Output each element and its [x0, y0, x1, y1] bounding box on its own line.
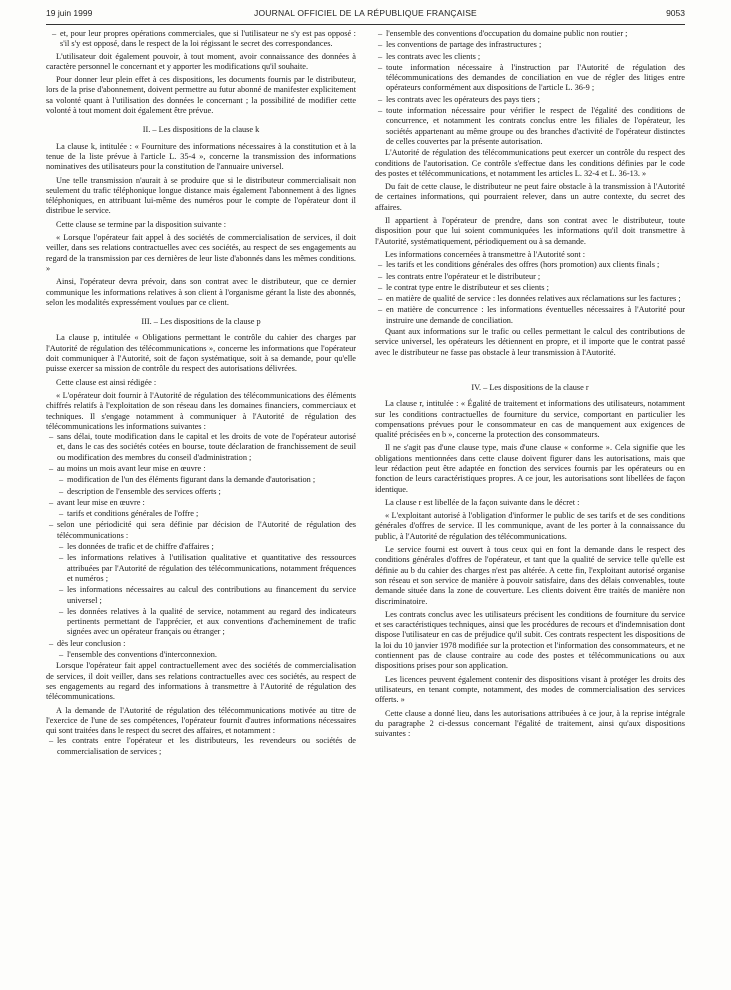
sub-list-item: – modification de l'un des éléments figurant dans la demande d'autorisation ; [46, 475, 356, 485]
section-heading: II. – Les dispositions de la clause k [142, 125, 260, 135]
paragraph: La clause r, intitulée : « Égalité de traitement et informations des utilisateurs, notamment sur les conditions contractuelles de fourniture du service, comportant en particulier les compensations prévues pour le consommateur en cas de manquement aux exigences de qualité précisées en b », concerne la protection des consommateurs. [375, 399, 685, 440]
paragraph: A la demande de l'Autorité de régulation des télécommunications motivée au titre de l'exercice de l'une de ses compétences, l'opérateur fournit d'autres informations nécessaires qui sont traitées dans le respect du secret des affaires, et notamment : [46, 705, 356, 736]
paragraph: La clause k, intitulée : « Fourniture des informations nécessaires à la constitution et à la tenue de la liste prévue à l'article L. 35-4 », concerne la transmission des informations nominatives des utilisateurs pour la constitution de l'annuaire universel. [46, 141, 356, 172]
paragraph: Les contrats conclus avec les utilisateurs précisent les conditions de fourniture du service et ses caractéristiques techniques, ainsi que les procédures de recours et d'indemnisation dont dispose l'utilisateur en cas de préjudice qu'il subit. Ces contrats respectent les dispositions de la loi du 10 janvier 1978 modifiée sur la protection et l'information des consommateurs, et ne contiennent pas de clause contraire au code des postes et télécommunications ou aux dispositions prises pour son application. [375, 609, 685, 671]
list-item: – en matière de qualité de service : les données relatives aux réclamations sur les factures ; [375, 294, 685, 304]
right-column [375, 29, 685, 739]
paragraph: L'Autorité de régulation des télécommunications peut exercer un contrôle du respect des conditions de l'autorisation. Ce contrôle s'effectue dans les conditions définies par le code des postes et télécommunications, et notamment les articles L. 32-4 et L. 36-13. » [375, 148, 685, 178]
sub-list-item: – les informations relatives à l'utilisation qualitative et quantitative des ressources attribuées par l'Autorité de régulation des télécommunications, notamment fréquences et numéros ; [46, 553, 356, 584]
header-date: 19 juin 1999 [46, 8, 93, 18]
section-heading: III. – Les dispositions de la clause p [141, 317, 261, 327]
paragraph: Les informations concernées à transmettre à l'Autorité sont : [385, 249, 586, 259]
list-item: – les contrats avec les opérateurs des pays tiers ; [375, 95, 685, 105]
list-item: – l'ensemble des conventions d'occupation du domaine public non routier ; [375, 29, 685, 39]
list-item: – dès leur conclusion : [46, 639, 356, 649]
sub-list-item: – tarifs et conditions générales de l'offre ; [46, 509, 356, 519]
left-column [46, 29, 356, 758]
list-item: – les contrats entre l'opérateur et le distributeur ; [375, 272, 685, 282]
paragraph: Pour donner leur plein effet à ces dispositions, les documents fournis par le distributeur, lors de la prise d'abonnement, doivent permettre au futur abonné de manifester explicitement sa volonté quant à l'utilisation des données le concernant ; la possibilité de modifier cette volonté à tout moment doit également être prévue. [46, 75, 356, 116]
sub-list-item: – les données de trafic et de chiffre d'affaires ; [46, 542, 356, 552]
paragraph: Les licences peuvent également contenir des dispositions visant à protéger les droits des utilisateurs, en tenant compte, notamment, des modes de commercialisation des services offerts. » [375, 674, 685, 705]
paragraph: « Lorsque l'opérateur fait appel à des sociétés de commercialisation de services, il doit veiller, dans ses relations contractuelles avec ces sociétés, au respect de ses engagements au regard de la transmission par ces dernières de leur liste d'abonnés dans les mêmes conditions. » [46, 233, 356, 273]
list-item: – au moins un mois avant leur mise en œuvre : [46, 464, 356, 474]
paragraph: Il ne s'agit pas d'une clause type, mais d'une clause « conforme ». Cela signifie que les obligations mentionnées dans cette clause doivent figurer dans les autorisations, mais que leur rédaction peut être adaptée en fonction des services fournis par les opérateurs ou en fonction de leurs caractéristiques propres. A ce jour, les autorisations sont libellées de façon identique. [375, 443, 685, 494]
paragraph: La clause p, intitulée « Obligations permettant le contrôle du cahier des charges par l'Autorité de régulation des télécommunications », concerne les informations que l'opérateur doit communiquer à l'Autorité, soit de façon systématique, soit à sa demande, pour qu'elle puisse exercer sa mission de contrôle du respect des autorisations délivrées. [46, 333, 356, 374]
list-item: – avant leur mise en œuvre : [46, 498, 356, 508]
list-item: – toute information nécessaire à l'instruction par l'Autorité de régulation des télécommunications des demandes de conciliation en vue de régler des litiges entre opérateurs conformément aux dispositions de l'article L. 36-9 ; [375, 63, 685, 94]
paragraph: « L'exploitant autorisé à l'obligation d'informer le public de ses tarifs et de ses conditions générales d'offres de service. Il les communique, avant de les porter à la connaissance du public, à l'Autorité de régulation des télécommunications. [375, 511, 685, 541]
section-heading: IV. – Les dispositions de la clause r [471, 382, 589, 392]
paragraph: Cette clause se termine par la disposition suivante : [56, 219, 227, 229]
paragraph: La clause r est libellée de la façon suivante dans le décret : [385, 497, 580, 507]
header-rule [46, 24, 685, 25]
list-item: – selon une périodicité qui sera définie par décision de l'Autorité de régulation des télécommunications : [46, 520, 356, 541]
paragraph: Le service fourni est ouvert à tous ceux qui en font la demande dans le respect des conditions générales d'offres de l'opérateur, et tant que la qualité de service telle qu'elle est définie au b du cahier des charges n'est pas altérée. A cette fin, l'exploitant autorisé organise son réseau et son service de manière à pouvoir satisfaire, dans des délais convenables, toute demande située dans la zone de couverture. Les clients doivent être traités de manière non discriminatoire. [375, 545, 685, 606]
paragraph: Du fait de cette clause, le distributeur ne peut faire obstacle à la transmission à l'Autorité de certaines informations, qui pourraient relever, dans un autre contexte, du secret des affaires. [375, 182, 685, 212]
list-item: – les contrats entre l'opérateur et les distributeurs, les revendeurs ou sociétés de commercialisation de services ; [46, 736, 356, 757]
list-item: – et, pour leur propres opérations commerciales, que si l'utilisateur ne s'y est pas opposé : s'il s'y est opposé, dans le respect de la loi régissant le secret des correspondances. [46, 29, 356, 50]
list-item: – les tarifs et les conditions générales des offres (hors promotion) aux clients finals ; [375, 260, 685, 270]
list-item: – le contrat type entre le distributeur et ses clients ; [375, 283, 685, 293]
paragraph: Quant aux informations sur le trafic ou celles permettant le calcul des contributions de service universel, les opérateurs les détiennent en propre, et il importe que le contrat passé avec le distributeur ne fasse pas obstacle à leur transmission à l'Autorité. [375, 327, 685, 357]
sub-list-item: – les informations nécessaires au calcul des contributions au financement du service universel ; [46, 585, 356, 606]
paragraph: Ainsi, l'opérateur devra prévoir, dans son contrat avec le distributeur, que ce dernier communique les informations relatives à son client à l'organisme gérant la liste des abonnés, selon les modalités expressément voulues par ce client. [46, 277, 356, 307]
paragraph: Cette clause est ainsi rédigée : [56, 377, 157, 387]
page-header [46, 8, 685, 22]
sub-list-item: – description de l'ensemble des services offerts ; [46, 487, 356, 497]
sub-list-item: – les données relatives à la qualité de service, notamment au regard des indicateurs pertinents permettant de l'apprécier, et aux conventions d'acheminement de trafic signées avec un opérateur français ou étranger ; [46, 607, 356, 638]
header-page-number: 9053 [666, 8, 685, 18]
paragraph: « L'opérateur doit fournir à l'Autorité de régulation des télécommunications des éléments chiffrés relatifs à l'exploitation de son réseau dans les domaines financiers, commerciaux et techniques. Il s'engage notamment à communiquer à l'Autorité de régulation des télécommunications les informations suivantes : [46, 390, 356, 431]
header-title: JOURNAL OFFICIEL DE LA RÉPUBLIQUE FRANÇAISE [254, 8, 477, 18]
paragraph: Il appartient à l'opérateur de prendre, dans son contrat avec le distributeur, toute disposition pour que lui soient communiquées les informations qu'il doit transmettre à l'Autorité, systématiquement, périodiquement ou à sa demande. [375, 216, 685, 246]
paragraph: Lorsque l'opérateur fait appel contractuellement avec des sociétés de commercialisation de services, il doit veiller, dans ses relations contractuelles avec ces sociétés, au respect de ses engagements au regard des informations à transmettre à l'Autorité de régulation des télécommunications. [46, 661, 356, 702]
list-item: – sans délai, toute modification dans le capital et les droits de vote de l'opérateur autorisé et, dans le cas des sociétés cotées en bourse, toute déclaration de franchissement de seuil ou modification des membres du conseil d'administration ; [46, 432, 356, 463]
list-item: – toute information nécessaire pour vérifier le respect de l'égalité des conditions de concurrence, et notamment les contrats conclus entre les filiales de l'opérateur, les sociétés appartenant au même groupe ou des branches d'activité de l'opérateur distinctes de celles couvertes par la présente autorisation. [375, 106, 685, 147]
sub-list-item: – l'ensemble des conventions d'interconnexion. [46, 650, 356, 660]
list-item: – en matière de concurrence : les informations éventuelles nécessaires à l'Autorité pour instruire une demande de conciliation. [375, 305, 685, 326]
paragraph: Cette clause a donné lieu, dans les autorisations attribuées à ce jour, à la reprise intégrale du paragraphe 2 ci-dessus concernant l'égalité de traitement, ainsi qu'aux dispositions suivantes : [375, 708, 685, 739]
list-item: – les conventions de partage des infrastructures ; [375, 40, 685, 50]
paragraph: Une telle transmission n'aurait à se produire que si le distributeur commercialisait non seulement du trafic téléphonique longue distance mais également l'abonnement à des lignes téléphoniques, en attribuant lui-même des numéros pour le compte de l'opérateur dont il distribue le service. [46, 175, 356, 216]
paragraph: L'utilisateur doit également pouvoir, à tout moment, avoir connaissance des données à caractère personnel le concernant et y apporter les modifications qu'il souhaite. [46, 51, 356, 71]
list-item: – les contrats avec les clients ; [375, 52, 685, 62]
